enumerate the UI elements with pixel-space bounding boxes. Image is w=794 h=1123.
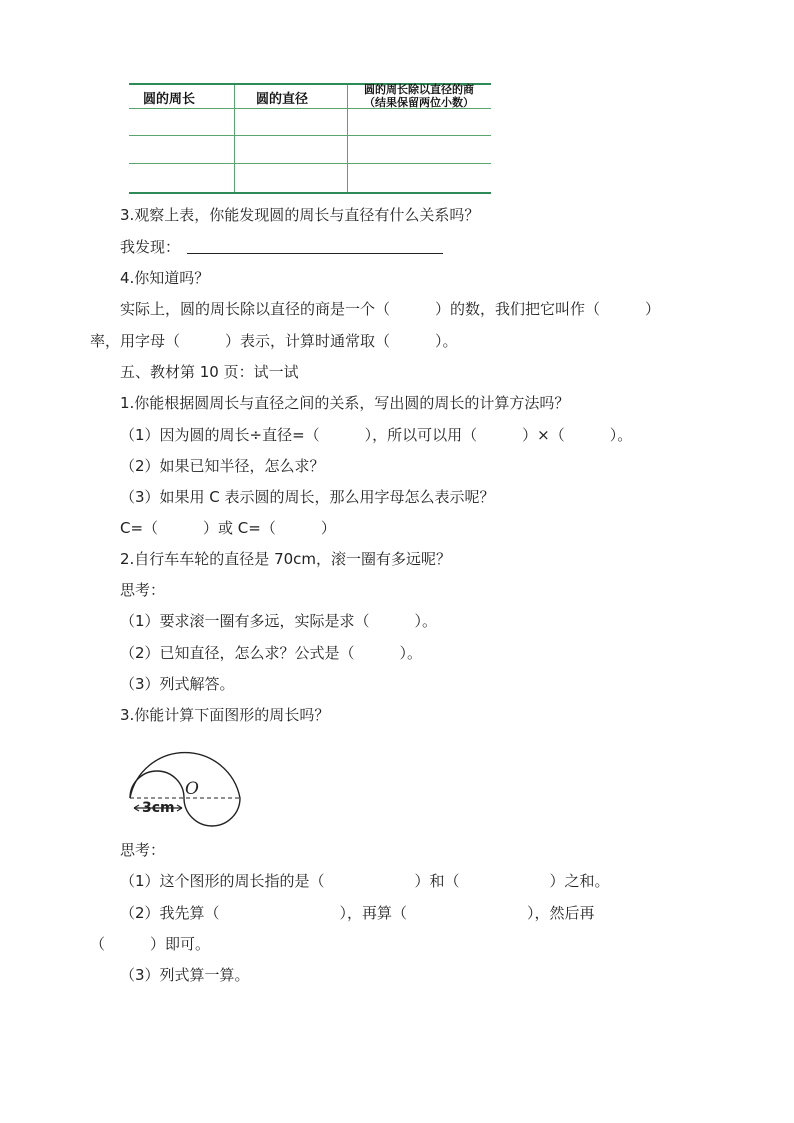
question-2-wheel: 2.自行车车轮的直径是 70cm，滚一圈有多远呢？ (120, 550, 452, 568)
formula-blanks: C=（ ）或 C=（ ） (120, 519, 336, 537)
item-2-3: （3）列式解答。 (120, 675, 235, 693)
header-quotient-note: （结果保留两位小数） (364, 96, 474, 109)
question-1-formula: 1.你能根据圆周长与直径之间的关系，写出圆的周长的计算方法吗？ (120, 394, 570, 412)
item-1-2: （2）如果已知半径，怎么求？ (120, 457, 325, 475)
table-bottom-border (129, 192, 491, 194)
center-label: O (185, 779, 199, 799)
think-label-1: 思考： (120, 581, 166, 599)
item-2-1: （1）要求滚一圈有多远，实际是求（ ）。 (120, 612, 438, 630)
item-1-3: （3）如果用 C 表示圆的周长，那么用字母怎么表示呢？ (120, 488, 495, 506)
circle-data-table (129, 83, 491, 194)
table-column-divider (234, 85, 235, 192)
think-label-2: 思考： (120, 841, 166, 859)
table-row-divider (129, 163, 491, 164)
discovery-label: 我发现： (120, 238, 181, 256)
item-2-2: （2）已知直径，怎么求？公式是（ ）。 (120, 644, 423, 662)
header-circumference: 圆的周长 (142, 92, 195, 107)
discovery-answer-line[interactable] (187, 253, 443, 254)
question-3-figure: 3.你能计算下面图形的周长吗？ (120, 706, 330, 724)
item-3-2: （2）我先算（ ），再算（ ），然后再 (120, 904, 595, 922)
item-3-1: （1）这个图形的周长指的是（ ）和（ ）之和。 (120, 872, 610, 890)
item-3-2-continued: （ ）即可。 (90, 935, 211, 953)
section-five-heading: 五、教材第 10 页：试一试 (120, 363, 299, 381)
semicircle-figure (122, 738, 246, 828)
radius-label: 3cm (142, 800, 175, 816)
question-3-observe: 3.观察上表，你能发现圆的周长与直径有什么关系吗？ (120, 206, 480, 224)
header-diameter: 圆的直径 (255, 92, 308, 107)
paragraph-pi-2: 率，用字母（ ）表示，计算时通常取（ ）。 (90, 332, 458, 350)
item-3-3: （3）列式算一算。 (120, 966, 250, 984)
item-1-1: （1）因为圆的周长÷直径=（ ），所以可以用（ ）×（ ）。 (120, 426, 633, 444)
paragraph-pi-1: 实际上，圆的周长除以直径的商是一个（ ）的数，我们把它叫作（ ） (120, 300, 661, 318)
table-row-divider (129, 135, 491, 136)
header-quotient: 圆的周长除以直径的商 (364, 83, 474, 96)
question-4-know: 4.你知道吗？ (120, 269, 210, 287)
small-semicircle-outline (130, 771, 184, 798)
